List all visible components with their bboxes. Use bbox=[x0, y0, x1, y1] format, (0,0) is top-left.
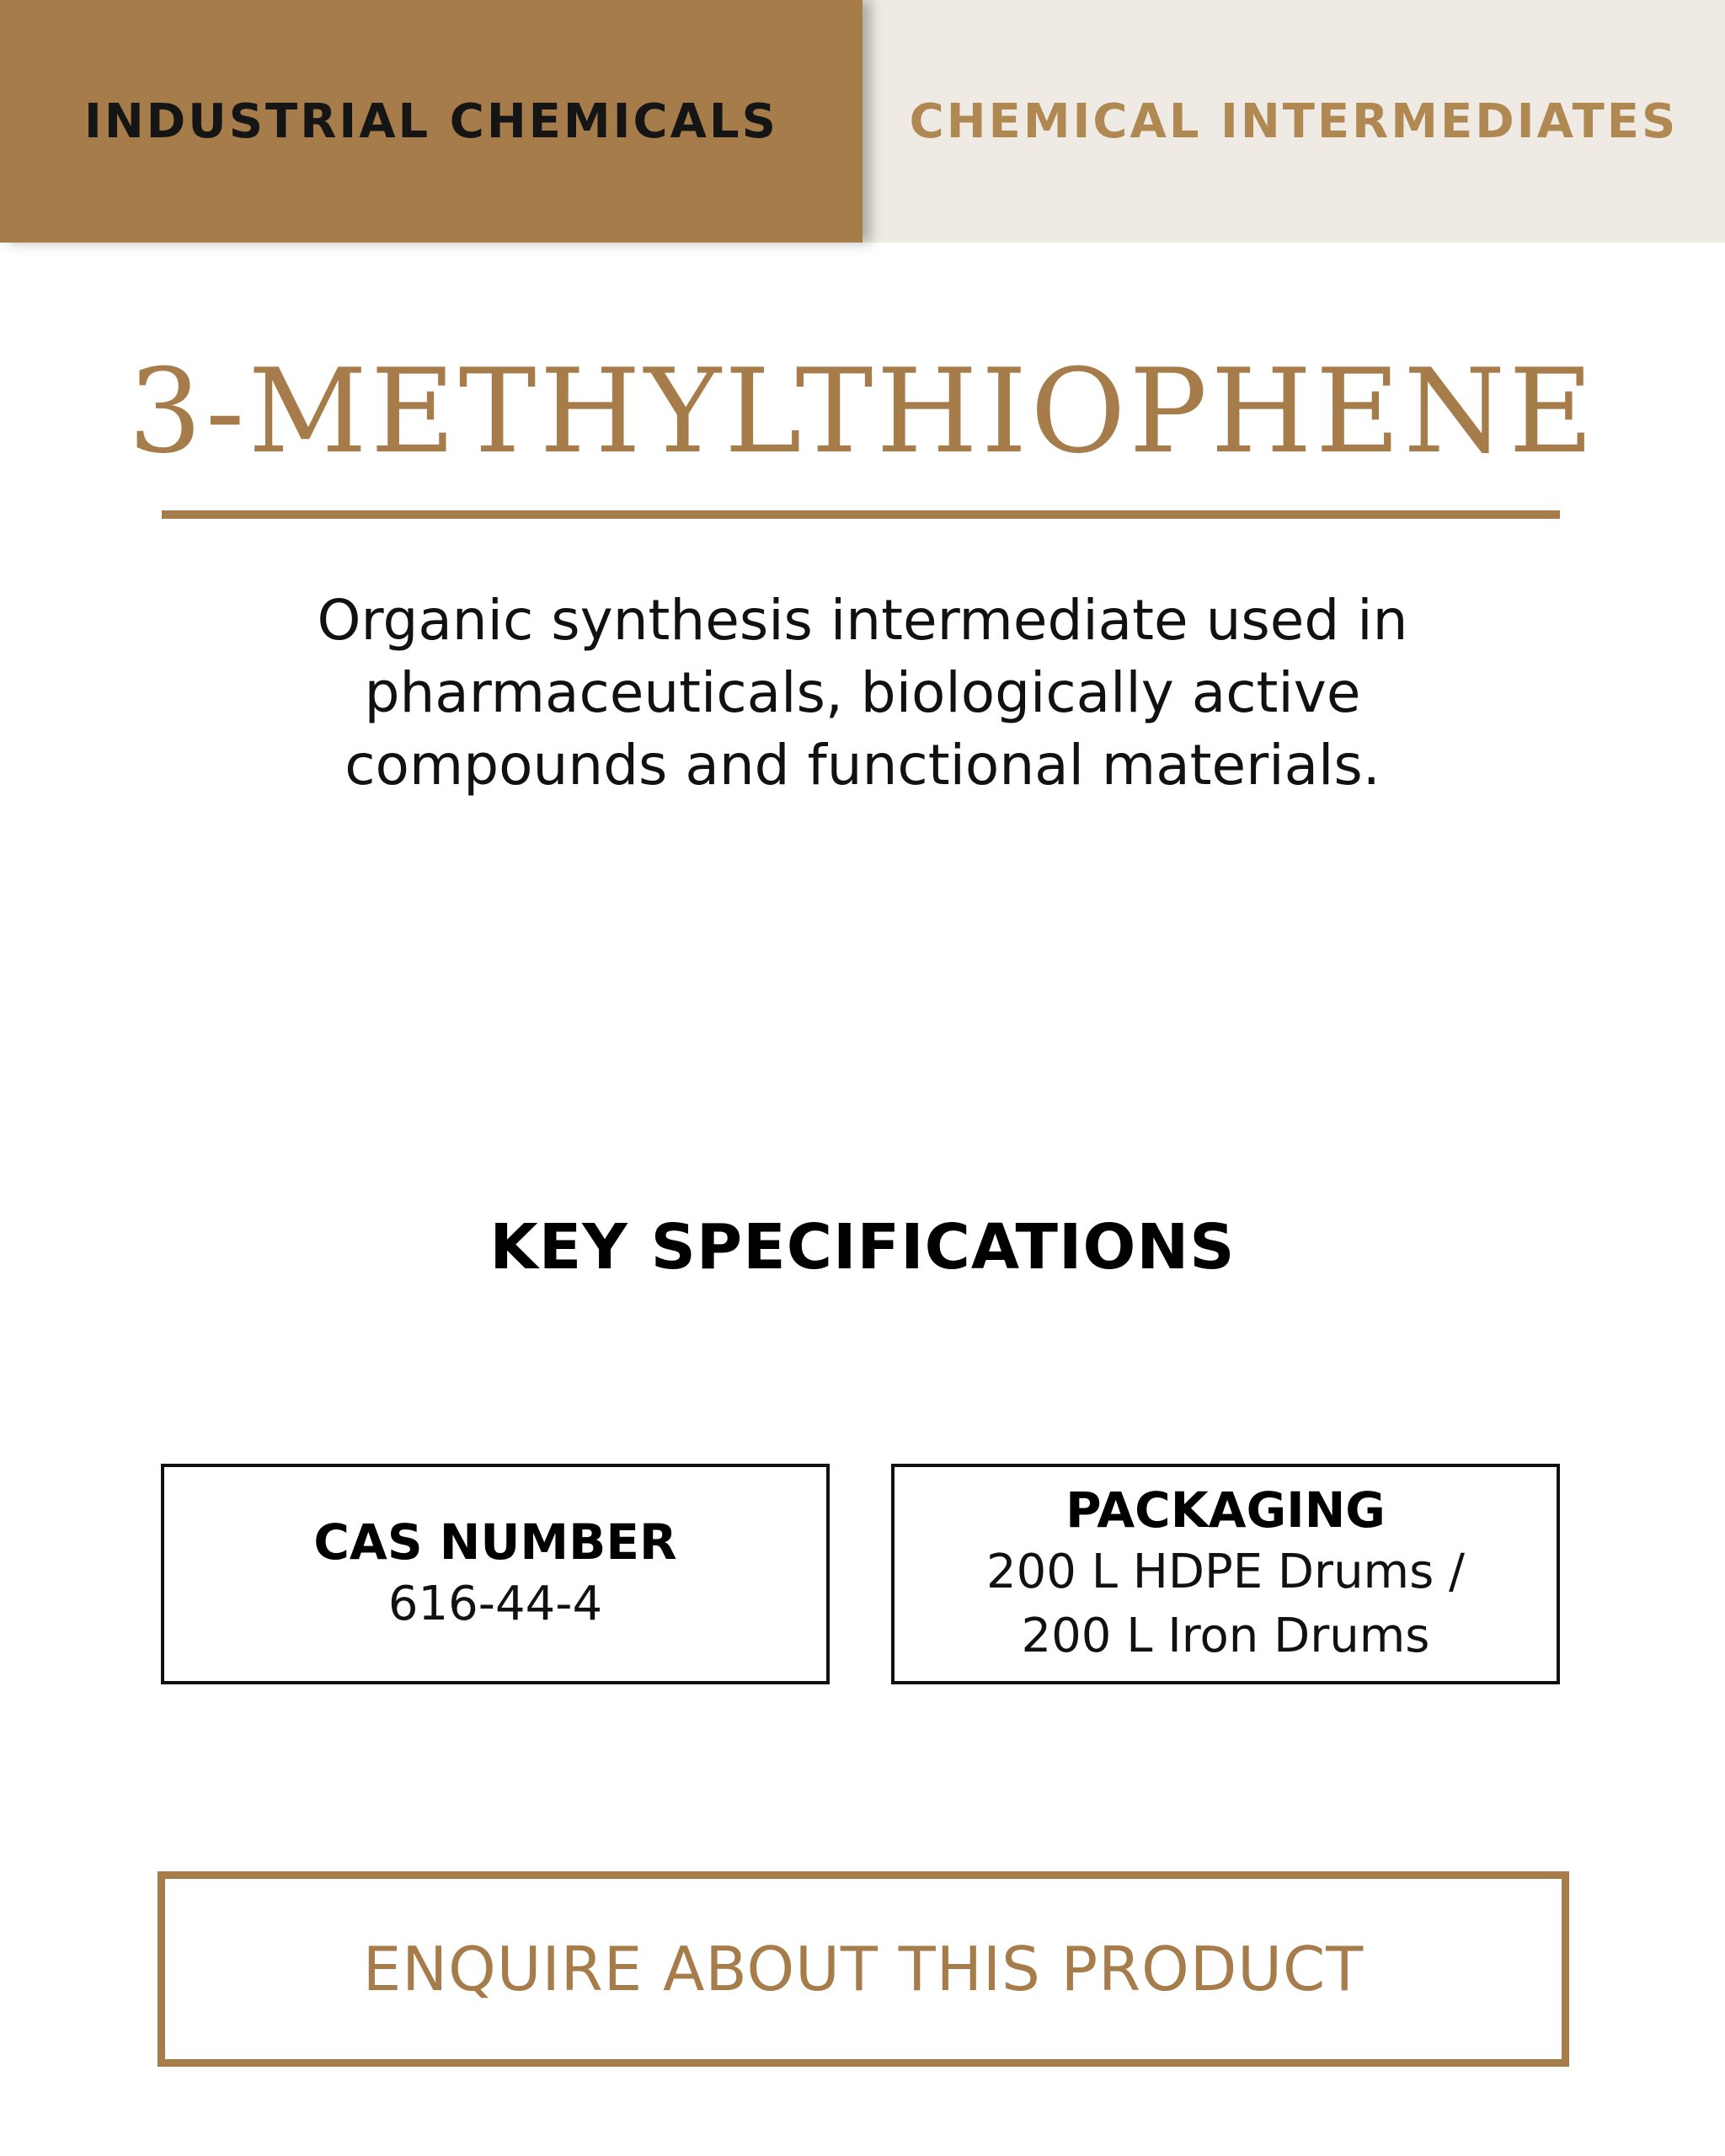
spec-card-packaging bbox=[891, 1464, 1560, 1684]
spec-value: 616-44-4 bbox=[387, 1577, 603, 1631]
tab-chemical-intermediates[interactable] bbox=[862, 0, 1725, 243]
spec-value: 200 L HDPE Drums / 200 L Iron Drums bbox=[986, 1545, 1465, 1663]
spec-label: PACKAGING bbox=[1065, 1481, 1386, 1539]
enquire-button[interactable]: ENQUIRE ABOUT THIS PRODUCT bbox=[158, 1871, 1569, 2067]
tab-industrial-chemicals[interactable] bbox=[0, 0, 862, 243]
category-tabs bbox=[0, 0, 1725, 243]
spec-card-cas-number bbox=[161, 1464, 830, 1684]
product-title: 3-METHYLTHIOPHENE bbox=[128, 344, 1597, 479]
product-description: Organic synthesis intermediate used in pharmaceuticals, biologically active compounds and functional materials. bbox=[317, 588, 1408, 798]
title-divider bbox=[162, 510, 1560, 519]
tab-label: INDUSTRIAL CHEMICALS bbox=[84, 93, 778, 149]
tab-label: CHEMICAL INTERMEDIATES bbox=[909, 93, 1679, 149]
specifications-heading: KEY SPECIFICATIONS bbox=[489, 1211, 1236, 1283]
spec-label: CAS NUMBER bbox=[313, 1513, 677, 1571]
